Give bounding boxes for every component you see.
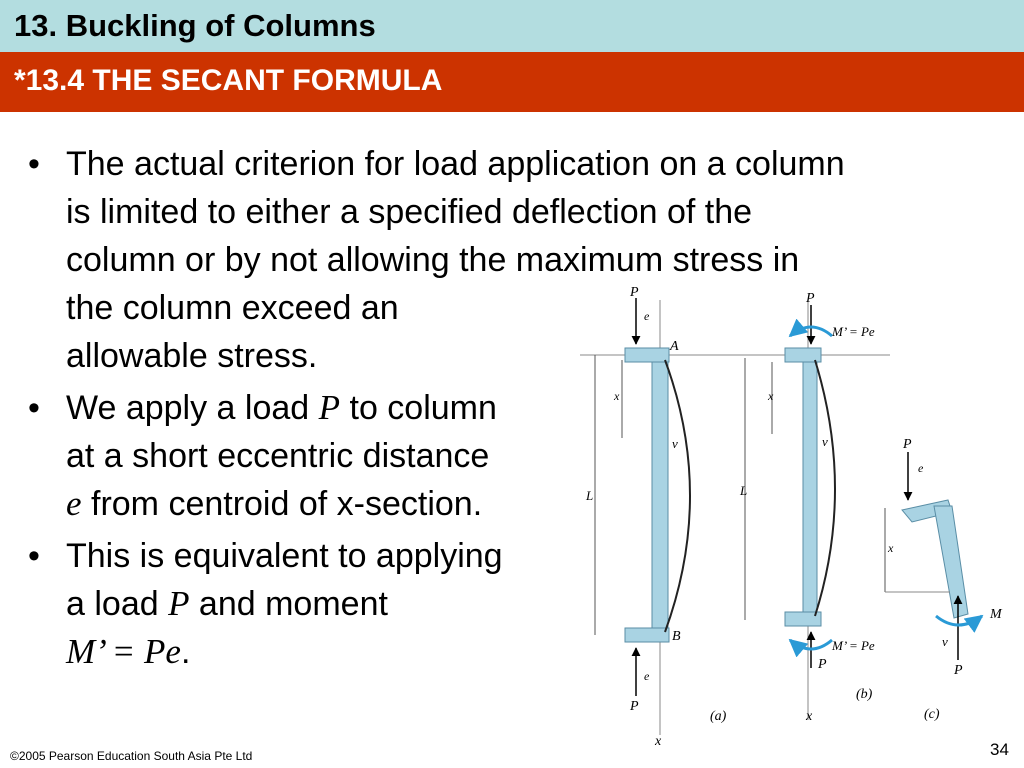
moment-arrow-icon — [936, 616, 982, 625]
symbol-p: P — [318, 388, 341, 427]
chapter-title: 13. Buckling of Columns — [14, 8, 376, 43]
label-P-top: P — [630, 285, 639, 300]
label-e-top: e — [644, 309, 650, 323]
label-P-top: P — [903, 437, 912, 452]
bullet-3-pre: a load — [66, 585, 169, 623]
bullet-3-period: . — [180, 633, 191, 671]
caption-b: (b) — [856, 687, 873, 702]
label-v: v — [672, 436, 678, 451]
moment-formula: M’ = Pe — [66, 632, 181, 671]
label-P-bottom: P — [818, 657, 827, 672]
label-P-bottom: P — [954, 663, 963, 678]
label-e: e — [918, 461, 924, 475]
deflected-shape — [815, 360, 835, 616]
label-v: v — [822, 434, 828, 449]
bottom-plate — [625, 628, 669, 642]
bullet-1-line-2: is limited to either a specified deflection of the — [66, 193, 753, 231]
column-figure — [560, 280, 1020, 750]
column-body — [652, 362, 668, 628]
bullet-1-line-3: column or by not allowing the maximum stress in — [66, 241, 800, 279]
label-moment-bottom: M’ = Pe — [832, 638, 875, 653]
label-A: A — [670, 339, 679, 354]
diagram-c — [885, 437, 1003, 722]
caption-c: (c) — [924, 707, 940, 722]
label-moment-top: M’ = Pe — [832, 324, 875, 339]
top-plate — [625, 348, 669, 362]
section-header-bar — [0, 52, 1024, 112]
bullet-2-pre: We apply a load — [66, 389, 319, 427]
label-M: M — [990, 607, 1002, 622]
symbol-e: e — [66, 484, 82, 523]
chapter-header-bar — [0, 0, 1024, 52]
diagram-b — [739, 291, 875, 724]
bullet-1-line-1: The actual criterion for load application on a column — [66, 145, 845, 183]
symbol-p: P — [168, 584, 190, 623]
bullet-2-post: from centroid of x-section. — [81, 485, 483, 523]
copyright-notice: ©2005 Pearson Education South Asia Pte Ltd — [10, 749, 253, 763]
caption-a: (a) — [710, 709, 727, 724]
label-P-top: P — [806, 291, 815, 306]
bullet-1-line-5: allowable stress. — [66, 337, 318, 375]
label-v: v — [942, 634, 948, 649]
label-x-dim: x — [888, 541, 894, 555]
column-body — [803, 362, 817, 612]
label-L: L — [740, 483, 748, 498]
page-number: 34 — [990, 740, 1009, 759]
bullet-dot: • — [28, 389, 40, 427]
bullet-dot: • — [28, 537, 40, 575]
label-x-dim: x — [768, 389, 774, 403]
bullet-3-line-1: This is equivalent to applying — [66, 537, 503, 575]
label-x-axis: x — [806, 709, 813, 724]
section-title: *13.4 THE SECANT FORMULA — [14, 64, 443, 97]
label-B: B — [672, 629, 681, 644]
bullet-3-post: and moment — [189, 585, 388, 623]
label-x-dim: x — [614, 389, 620, 403]
column-segment — [934, 506, 968, 618]
label-e-bottom: e — [644, 669, 650, 683]
bullet-dot: • — [28, 145, 40, 183]
bullet-2-line-2: at a short eccentric distance — [66, 437, 490, 475]
label-x-axis: x — [655, 734, 662, 749]
label-L: L — [586, 488, 594, 503]
bullet-2-mid: to column — [340, 389, 497, 427]
diagram-a — [580, 285, 890, 749]
label-P-bottom: P — [630, 699, 639, 714]
bullet-1-line-4: the column exceed an — [66, 289, 399, 327]
deflected-shape — [665, 360, 690, 632]
